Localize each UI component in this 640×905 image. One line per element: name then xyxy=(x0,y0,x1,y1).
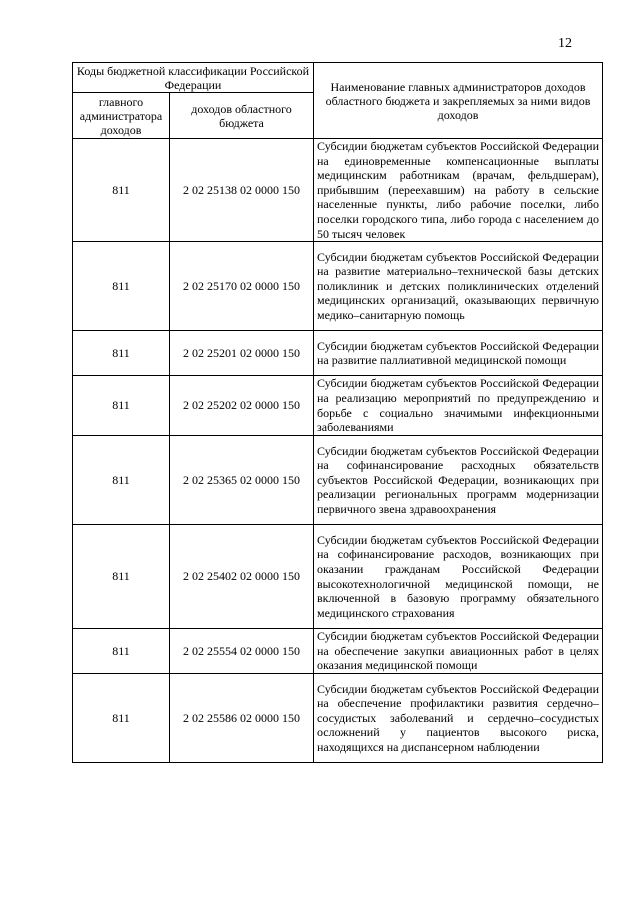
header-regional-revenue: доходов областного бюджета xyxy=(170,93,314,139)
admin-code-cell: 811 xyxy=(73,139,170,242)
header-budget-codes: Коды бюджетной классификации Российской Федерации xyxy=(73,63,314,93)
revenue-code-cell: 2 02 25170 02 0000 150 xyxy=(170,242,314,331)
admin-code-cell: 811 xyxy=(73,436,170,525)
page-number: 12 xyxy=(558,36,572,51)
header-administrator-name: Наименование главных администраторов доходов областного бюджета и закрепляемых за ними видов доходов xyxy=(314,63,603,139)
revenue-code-cell: 2 02 25202 02 0000 150 xyxy=(170,376,314,436)
table-row xyxy=(73,139,603,242)
description-cell: Субсидии бюджетам субъектов Российской Федерации на софинансирование расходов, возникающих при оказании гражданам Российской Федерации высокотехнологичной медицинской помощи, не включенной в базовую программу обязательного медицинского страхования xyxy=(314,525,603,629)
revenue-code-cell: 2 02 25138 02 0000 150 xyxy=(170,139,314,242)
admin-code-cell: 811 xyxy=(73,674,170,763)
table-row xyxy=(73,629,603,674)
admin-code-cell: 811 xyxy=(73,629,170,674)
table-row xyxy=(73,331,603,376)
header-chief-administrator: главного администратора доходов xyxy=(73,93,170,139)
admin-code-cell: 811 xyxy=(73,376,170,436)
table-row xyxy=(73,525,603,629)
description-cell: Субсидии бюджетам субъектов Российской Федерации на обеспечение профилактики развития сердечно–сосудистых заболеваний и сердечно–сосудистых осложнений у пациентов высокого риска, находящихся на диспансерном наблюдении xyxy=(314,674,603,763)
description-cell: Субсидии бюджетам субъектов Российской Федерации на единовременные компенсационные выплаты медицинским работникам (врачам, фельдшерам), прибывшим (переехавшим) на работу в сельские населенные пункты, либо рабочие поселки, либо поселки городского типа, либо города с населением до 50 тысяч человек xyxy=(314,139,603,242)
table-row xyxy=(73,376,603,436)
table-row xyxy=(73,436,603,525)
revenue-code-cell: 2 02 25554 02 0000 150 xyxy=(170,629,314,674)
admin-code-cell: 811 xyxy=(73,331,170,376)
revenue-code-cell: 2 02 25365 02 0000 150 xyxy=(170,436,314,525)
revenue-codes-table xyxy=(72,62,603,763)
table-row xyxy=(73,242,603,331)
description-cell: Субсидии бюджетам субъектов Российской Федерации на обеспечение закупки авиационных работ в целях оказания медицинской помощи xyxy=(314,629,603,674)
description-cell: Субсидии бюджетам субъектов Российской Федерации на развитие паллиативной медицинской помощи xyxy=(314,331,603,376)
revenue-code-cell: 2 02 25402 02 0000 150 xyxy=(170,525,314,629)
admin-code-cell: 811 xyxy=(73,525,170,629)
revenue-code-cell: 2 02 25201 02 0000 150 xyxy=(170,331,314,376)
description-cell: Субсидии бюджетам субъектов Российской Федерации на софинансирование расходных обязательств субъектов Российской Федерации, возникающих при реализации региональных программ модернизации первичного звена здравоохранения xyxy=(314,436,603,525)
description-cell: Субсидии бюджетам субъектов Российской Федерации на реализацию мероприятий по предупреждению и борьбе с социально значимыми инфекционными заболеваниями xyxy=(314,376,603,436)
admin-code-cell: 811 xyxy=(73,242,170,331)
revenue-code-cell: 2 02 25586 02 0000 150 xyxy=(170,674,314,763)
table-row xyxy=(73,674,603,763)
description-cell: Субсидии бюджетам субъектов Российской Федерации на развитие материально–технической базы детских поликлиник и детских поликлинических отделений медицинских организаций, оказывающих первичную медико–санитарную помощь xyxy=(314,242,603,331)
